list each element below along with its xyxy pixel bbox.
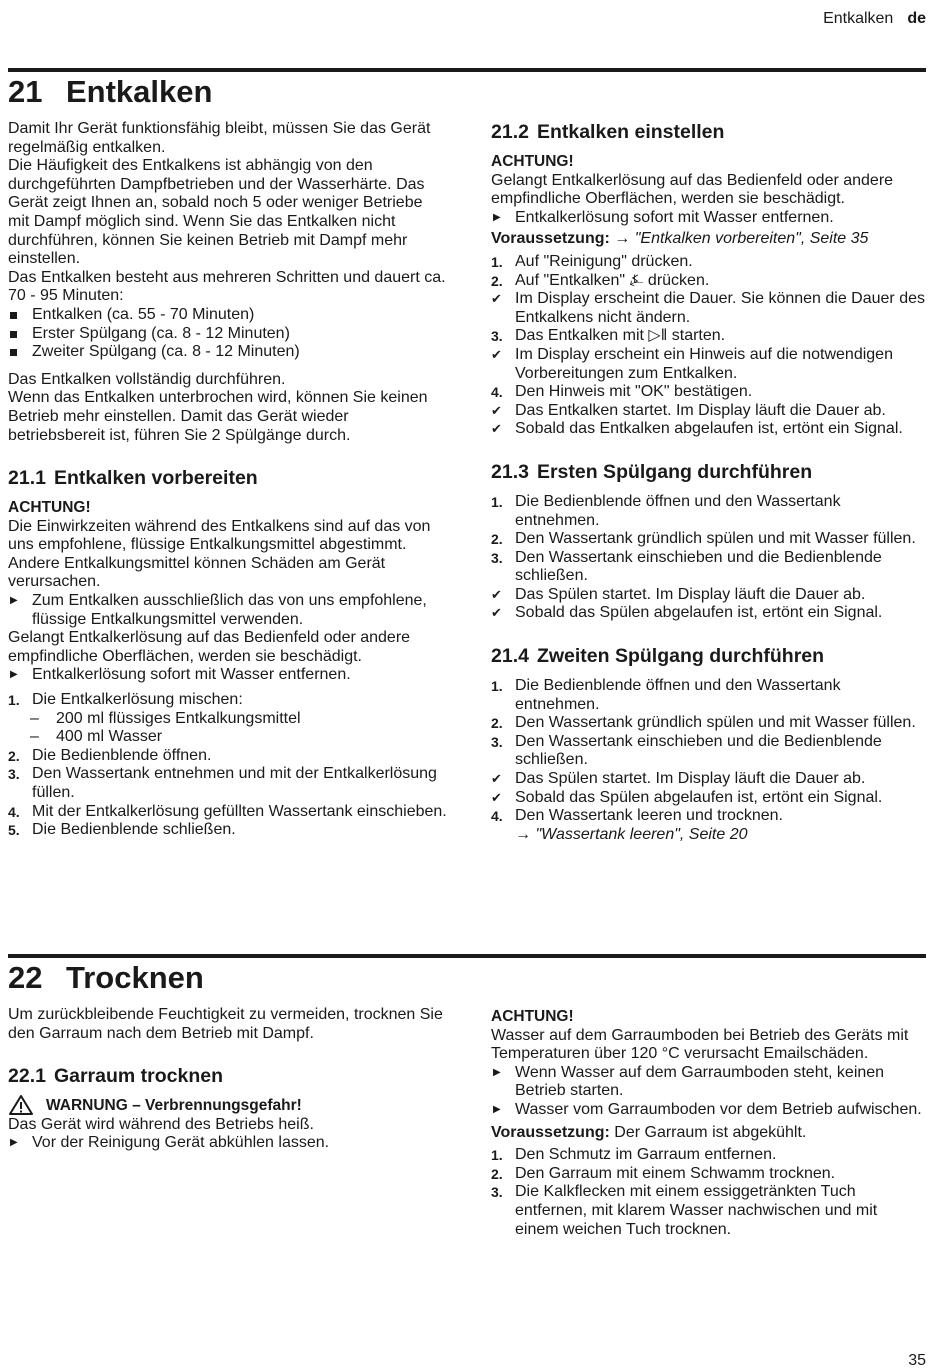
paragraph: Die Häufigkeit des Entkalkens ist abhängig von den durchgeführten Dampfbetrieben und der Wasserhärte. Das Gerät zeigt Ihnen an, sobald noch 5 oder weniger Betriebe mit Dampf möglich sind. Wenn Sie das Entkalken nicht durchführen, können Sie keinen Betrieb mit Dampf mehr einstellen. xyxy=(8,157,425,268)
action-text: Zum Entkalken ausschließlich das von uns empfohlene, flüssige Entkalkungsmittel verwenden. xyxy=(32,592,427,628)
step-item xyxy=(8,821,448,840)
step-item xyxy=(8,765,448,802)
prerequisite-text: Der Garraum ist abgekühlt. xyxy=(614,1123,807,1141)
step-number: 4. xyxy=(8,803,20,820)
list-item-text: Zweiter Spülgang (ca. 8 - 12 Minuten) xyxy=(32,343,300,361)
cross-reference: → "Wassertank leeren", Seite 20 xyxy=(515,825,748,843)
subsection-number: 21.1 xyxy=(8,467,46,490)
list-item xyxy=(8,306,448,325)
result-text: Das Spülen startet. Im Display läuft die Dauer ab. xyxy=(515,585,866,603)
running-header xyxy=(823,10,926,29)
step-item xyxy=(491,383,925,402)
step-text: Den Garraum mit einem Schwamm trocknen. xyxy=(515,1164,836,1182)
step-item xyxy=(491,549,925,586)
section-title: Entkalken xyxy=(66,74,213,109)
check-icon: ✔ xyxy=(491,421,502,437)
result-text: Das Entkalken startet. Im Display läuft die Dauer ab. xyxy=(515,401,886,419)
sub-item-text: 200 ml flüssiges Entkalkungsmittel xyxy=(56,709,301,727)
step-text: Das Entkalken mit ▷‖ starten. xyxy=(515,327,726,345)
step-text: Auf "Entkalken" ⍼ drücken. xyxy=(515,271,710,289)
step-text: Auf "Reinigung" drücken. xyxy=(515,252,693,270)
action-item xyxy=(491,209,925,228)
step-text: Die Bedienblende öffnen und den Wassertank entnehmen. xyxy=(515,492,841,529)
step-text: Den Wassertank einschieben und die Bedienblende schließen. xyxy=(515,732,882,769)
step-item xyxy=(491,733,925,770)
step-marker: 1. xyxy=(491,493,503,510)
action-item xyxy=(8,592,448,629)
check-icon: ✔ xyxy=(491,402,502,418)
step-text: Den Wassertank gründlich spülen und mit Wasser füllen. xyxy=(515,714,916,732)
page-number: 35 xyxy=(908,1352,926,1369)
subsection-title: Zweiten Spülgang durchführen xyxy=(536,645,825,668)
square-bullet-icon xyxy=(10,349,17,356)
step-marker: 3. xyxy=(491,1184,503,1201)
prerequisite-label: Voraussetzung: xyxy=(491,1123,610,1141)
step-text: Die Entkalkerlösung mischen: xyxy=(32,691,243,709)
step-text: Die Bedienblende öffnen und den Wassertank entnehmen. xyxy=(515,677,841,713)
step-number: 1. xyxy=(8,692,20,709)
subsection-21-1-heading xyxy=(8,467,448,489)
subsection-title: Ersten Spülgang durchführen xyxy=(536,460,813,483)
paragraph: Wenn das Entkalken unterbrochen wird, können Sie keinen Betrieb mehr einstellen. Damit das Gerät wieder betriebsbereit ist, führen Sie 2 Spülgänge durch. xyxy=(8,389,428,444)
triangle-bullet-icon: ▶ xyxy=(10,669,18,681)
step-marker: 2. xyxy=(491,531,503,548)
subsection-title: Entkalken vorbereiten xyxy=(53,467,258,490)
triangle-bullet-icon: ▶ xyxy=(10,595,18,607)
list-item-text: Erster Spülgang (ca. 8 - 12 Minuten) xyxy=(32,324,290,342)
action-text: Entkalkerlösung sofort mit Wasser entfernen. xyxy=(515,208,834,226)
section-22-heading xyxy=(8,960,204,996)
section-rule xyxy=(8,68,926,72)
step-text: Den Wassertank entnehmen und mit der Entkalkerlösung füllen. xyxy=(32,765,437,801)
warning-label: WARNUNG – Verbrennungsgefahr! xyxy=(46,1097,302,1115)
caution-label: ACHTUNG! xyxy=(491,1008,574,1025)
section-21-heading xyxy=(8,74,212,110)
sub-item xyxy=(8,728,448,747)
triangle-bullet-icon: ▶ xyxy=(493,211,501,223)
step-marker: 3. xyxy=(491,549,503,566)
triangle-bullet-icon: ▶ xyxy=(10,1137,18,1149)
result-item xyxy=(491,402,925,421)
list-item-text: Entkalken (ca. 55 - 70 Minuten) xyxy=(32,305,255,323)
step-number: 2. xyxy=(8,747,20,764)
step-marker: 1. xyxy=(491,1147,503,1164)
action-text: Wasser vom Garraumboden vor dem Betrieb aufwischen. xyxy=(515,1100,922,1118)
sub-item xyxy=(8,710,448,729)
paragraph: Das Entkalken vollständig durchführen. xyxy=(8,370,286,388)
step-marker: 1. xyxy=(491,253,503,270)
result-item xyxy=(491,789,925,808)
step-text: Den Wassertank leeren und trocknen. xyxy=(515,807,783,825)
square-bullet-icon xyxy=(10,312,17,319)
subsection-title: Entkalken einstellen xyxy=(536,121,725,143)
result-text: Sobald das Entkalken abgelaufen ist, ertönt ein Signal. xyxy=(515,420,903,438)
paragraph: Wasser auf dem Garraumboden bei Betrieb des Geräts mit Temperaturen über 120 °C verursacht Emailschäden. xyxy=(491,1026,909,1063)
paragraph: Das Entkalken besteht aus mehreren Schritten und dauert ca. 70 - 95 Minuten: xyxy=(8,268,446,305)
section-21-left-column xyxy=(8,120,448,840)
step-marker: 3. xyxy=(491,733,503,750)
subsection-number: 22.1 xyxy=(8,1065,46,1088)
section-number: 22 xyxy=(8,960,43,995)
section-22-left-column xyxy=(8,1006,448,1153)
step-number: 3. xyxy=(8,766,20,783)
section-number: 21 xyxy=(8,74,43,109)
step-item xyxy=(491,1183,925,1239)
step-marker: 1. xyxy=(491,678,503,695)
step-text: Die Kalkflecken mit einem essiggetränkten Tuch entfernen, mit klarem Wasser nachwischen und mit einem weichen Tuch trocknen. xyxy=(515,1183,878,1238)
result-text: Sobald das Spülen abgelaufen ist, ertönt ein Signal. xyxy=(515,604,883,622)
result-text: Das Spülen startet. Im Display läuft die Dauer ab. xyxy=(515,770,866,788)
warning-line xyxy=(8,1097,448,1116)
prerequisite-label: Voraussetzung: xyxy=(491,230,610,248)
paragraph: Um zurückbleibende Feuchtigkeit zu vermeiden, trocknen Sie den Garraum nach dem Betrieb mit Dampf. xyxy=(8,1006,443,1042)
step-text: Den Hinweis mit "OK" bestätigen. xyxy=(515,383,753,401)
subsection-number: 21.2 xyxy=(491,121,529,143)
check-icon: ✔ xyxy=(491,605,502,621)
list-item xyxy=(8,343,448,362)
action-item xyxy=(8,1134,448,1153)
step-number: 5. xyxy=(8,822,20,839)
result-item xyxy=(491,420,925,439)
check-icon: ✔ xyxy=(491,291,502,307)
header-language: de xyxy=(907,10,926,27)
step-item xyxy=(491,327,925,346)
check-icon: ✔ xyxy=(491,789,502,805)
step-item xyxy=(491,1165,925,1184)
step-text: Mit der Entkalkerlösung gefüllten Wassertank einschieben. xyxy=(32,802,447,820)
section-22-right-column xyxy=(491,1008,925,1239)
step-text: Den Wassertank einschieben und die Bedienblende schließen. xyxy=(515,548,882,585)
subsection-22-1-heading xyxy=(8,1065,448,1087)
paragraph: Das Gerät wird während des Betriebs heiß. xyxy=(8,1115,314,1133)
triangle-bullet-icon: ▶ xyxy=(493,1103,501,1115)
step-item xyxy=(491,272,925,291)
result-item xyxy=(491,770,925,789)
step-item xyxy=(491,493,925,530)
subsection-21-2-heading xyxy=(491,121,925,143)
action-text: Entkalkerlösung sofort mit Wasser entfernen. xyxy=(32,666,351,684)
paragraph: Gelangt Entkalkerlösung auf das Bedienfeld oder andere empfindliche Oberflächen, werden sie beschädigt. xyxy=(491,171,894,208)
step-item xyxy=(8,747,448,766)
result-item xyxy=(491,290,925,327)
step-marker: 4. xyxy=(491,808,503,825)
section-rule xyxy=(8,954,926,958)
section-21-right-column xyxy=(491,121,925,844)
action-item xyxy=(491,1064,925,1101)
result-item xyxy=(491,604,925,623)
paragraph: Gelangt Entkalkerlösung auf das Bedienfeld oder andere empfindliche Oberflächen, werden sie beschädigt. xyxy=(8,629,411,665)
step-text: Den Wassertank gründlich spülen und mit Wasser füllen. xyxy=(515,530,916,548)
sub-item-text: 400 ml Wasser xyxy=(56,728,163,746)
step-item xyxy=(491,677,925,714)
paragraph: Damit Ihr Gerät funktionsfähig bleibt, müssen Sie das Gerät regelmäßig entkalken. xyxy=(8,120,431,156)
action-item xyxy=(8,666,448,685)
result-text: Im Display erscheint ein Hinweis auf die notwendigen Vorbereitungen zum Entkalken. xyxy=(515,345,893,382)
step-item xyxy=(491,1146,925,1165)
prerequisite xyxy=(491,230,925,249)
step-item xyxy=(491,253,925,272)
dash-bullet-icon: – xyxy=(30,709,39,727)
header-section: Entkalken xyxy=(823,10,894,27)
caution-label: ACHTUNG! xyxy=(8,499,91,517)
action-text: Vor der Reinigung Gerät abkühlen lassen. xyxy=(32,1134,330,1152)
step-marker: 2. xyxy=(491,715,503,732)
step-marker: 2. xyxy=(491,272,503,289)
step-item xyxy=(8,803,448,822)
subsection-21-3-heading xyxy=(491,461,925,483)
action-text: Wenn Wasser auf dem Garraumboden steht, keinen Betrieb starten. xyxy=(515,1063,885,1100)
step-text: Den Schmutz im Garraum entfernen. xyxy=(515,1146,777,1164)
result-item xyxy=(491,586,925,605)
paragraph: Die Einwirkzeiten während des Entkalkens sind auf das von uns empfohlene, flüssige Entkalkungsmittel abgestimmt. Andere Entkalkungsmittel können Schäden am Gerät verursachen. xyxy=(8,517,431,591)
result-text: Sobald das Spülen abgelaufen ist, ertönt ein Signal. xyxy=(515,788,883,806)
prerequisite xyxy=(491,1124,925,1143)
square-bullet-icon xyxy=(10,331,17,338)
subsection-number: 21.3 xyxy=(491,460,529,483)
step-marker: 2. xyxy=(491,1165,503,1182)
list-item xyxy=(8,325,448,344)
result-item xyxy=(491,346,925,383)
dash-bullet-icon: – xyxy=(30,728,39,746)
step-item xyxy=(491,530,925,549)
check-icon: ✔ xyxy=(491,346,502,362)
step-item xyxy=(491,714,925,733)
cross-reference: → "Entkalken vorbereiten", Seite 35 xyxy=(614,230,869,248)
result-text: Im Display erscheint die Dauer. Sie können die Dauer des Entkalkens nicht ändern. xyxy=(515,290,925,326)
step-text: Die Bedienblende schließen. xyxy=(32,821,236,839)
step-marker: 3. xyxy=(491,328,503,345)
check-icon: ✔ xyxy=(491,586,502,602)
check-icon: ✔ xyxy=(491,771,502,787)
subsection-number: 21.4 xyxy=(491,645,529,668)
triangle-bullet-icon: ▶ xyxy=(493,1066,501,1078)
section-title: Trocknen xyxy=(66,960,204,995)
warning-triangle-icon xyxy=(8,1094,34,1116)
action-item xyxy=(491,1101,925,1120)
caution-label: ACHTUNG! xyxy=(491,153,574,170)
subsection-title: Garraum trocknen xyxy=(53,1065,224,1088)
subsection-21-4-heading xyxy=(491,645,925,667)
step-text: Die Bedienblende öffnen. xyxy=(32,746,212,764)
step-item xyxy=(491,807,925,844)
step-marker: 4. xyxy=(491,384,503,401)
step-item xyxy=(8,691,448,710)
